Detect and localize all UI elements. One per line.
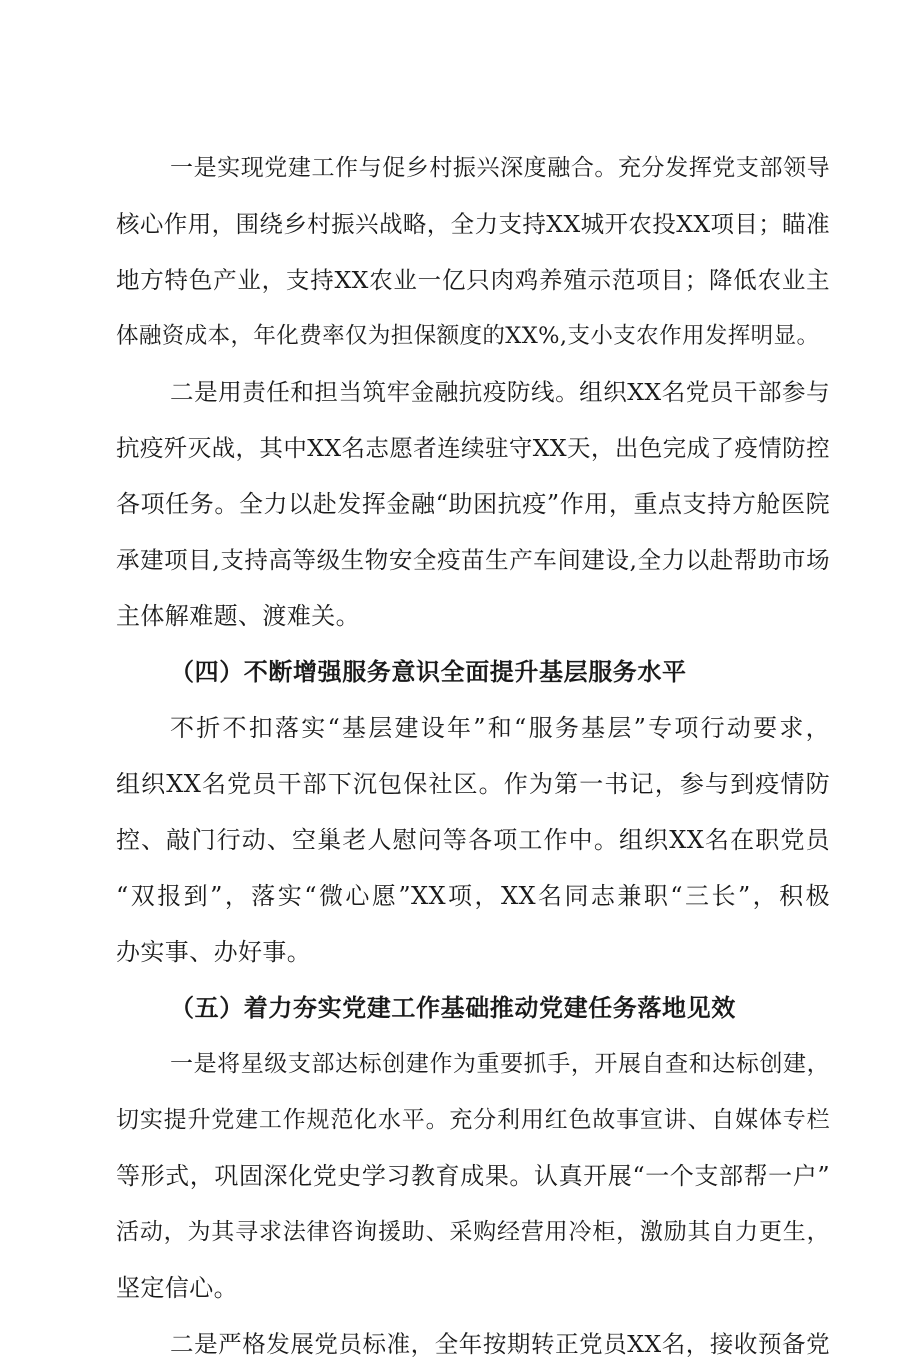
text-line: 二是严格发展党员标准，全年按期转正党员XX名，接收预备党 <box>170 1330 830 1358</box>
text-line: 抗疫歼灭战，其中XX名志愿者连续驻守XX天，出色完成了疫情防控 <box>116 434 830 462</box>
heading-line: （五）着力夯实党建工作基础推动党建任务落地见效 <box>170 994 736 1022</box>
paragraph-star-branch <box>116 1036 830 1316</box>
paragraph-party-member-development <box>116 1316 830 1372</box>
text-line: 办实事、办好事。 <box>116 938 312 966</box>
text-line: 地方特色产业，支持XX农业一亿只肉鸡养殖示范项目；降低农业主 <box>116 266 830 294</box>
text-line: 主体解难题、渡难关。 <box>116 602 360 630</box>
text-line: 坚定信心。 <box>116 1274 238 1302</box>
text-line: 体融资成本，年化费率仅为担保额度的XX%,支小支农作用发挥明显。 <box>116 323 820 349</box>
text-line: 不折不扣落实“基层建设年”和“服务基层”专项行动要求， <box>170 714 830 742</box>
section-heading-four <box>116 644 830 700</box>
text-line: “双报到”，落实“微心愿”XX项，XX名同志兼职“三长”，积极 <box>116 882 830 910</box>
text-line: 组织XX名党员干部下沉包保社区。作为第一书记，参与到疫情防 <box>116 770 830 798</box>
document-body <box>116 140 830 1372</box>
heading-line: （四）不断增强服务意识全面提升基层服务水平 <box>170 658 687 686</box>
paragraph-rural-revitalization <box>116 140 830 364</box>
paragraph-epidemic-defense <box>116 364 830 644</box>
text-line: 核心作用，围绕乡村振兴战略，全力支持XX城开农投XX项目；瞄准 <box>116 210 830 238</box>
paragraph-grassroots-service <box>116 700 830 980</box>
text-line: 等形式，巩固深化党史学习教育成果。认真开展“一个支部帮一户” <box>116 1162 830 1190</box>
section-heading-five <box>116 980 830 1036</box>
text-line: 一是实现党建工作与促乡村振兴深度融合。充分发挥党支部领导 <box>170 155 830 181</box>
text-line: 活动，为其寻求法律咨询援助、采购经营用冷柜，激励其自力更生， <box>116 1219 830 1245</box>
text-line: 控、敲门行动、空巢老人慰问等各项工作中。组织XX名在职党员 <box>116 826 830 854</box>
text-line: 承建项目,支持高等级生物安全疫苗生产车间建设,全力以赴帮助市场 <box>116 546 830 574</box>
text-line: 各项任务。全力以赴发挥金融“助困抗疫”作用，重点支持方舱医院 <box>116 490 830 518</box>
text-line: 一是将星级支部达标创建作为重要抓手，开展自查和达标创建， <box>170 1051 830 1077</box>
text-line: 二是用责任和担当筑牢金融抗疫防线。组织XX名党员干部参与 <box>170 378 830 406</box>
text-line: 切实提升党建工作规范化水平。充分利用红色故事宣讲、自媒体专栏 <box>116 1107 830 1133</box>
